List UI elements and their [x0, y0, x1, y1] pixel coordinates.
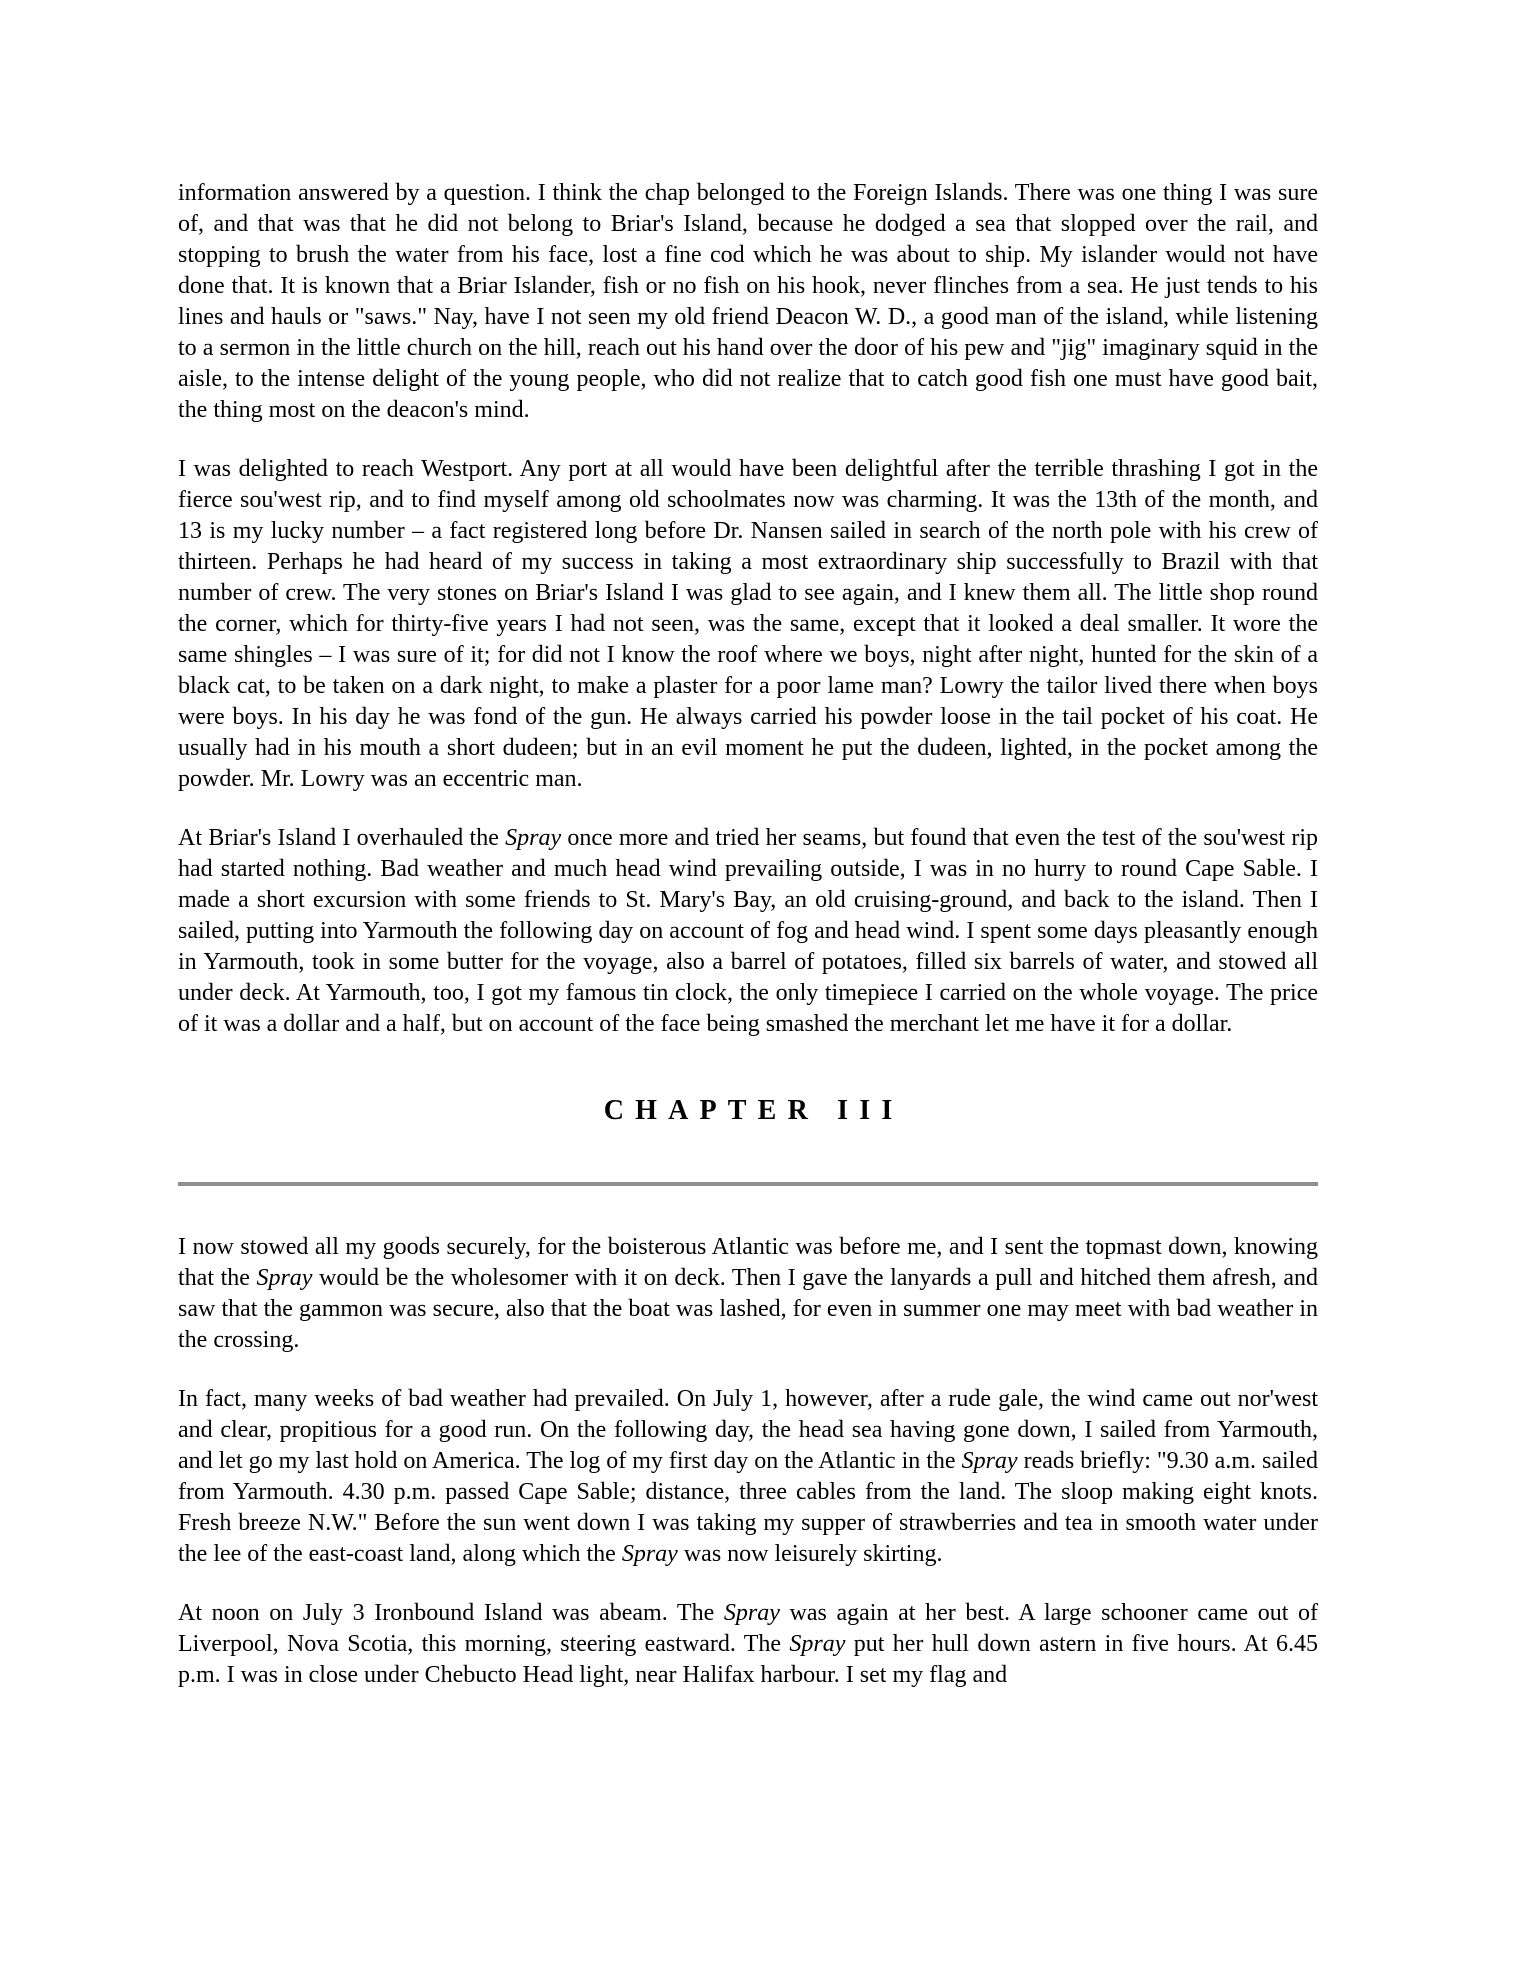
vessel-name-italic: Spray [621, 1541, 678, 1567]
chapter-heading: CHAPTER III [603, 1095, 904, 1126]
paragraph: At noon on July 3 Ironbound Island was abeam. The Spray was again at her best. A large schooner came out of Liverpool, Nova Scotia, this morning, steering eastward. The Spray put her hull down astern in five hours. At 6.45 p.m. I was in close under Chebucto Head light, near Halifax harbour. I set my flag and [178, 1600, 1318, 1688]
vessel-name-italic: Spray [961, 1448, 1018, 1474]
chapter-three-opening-paragraphs [178, 1186, 1318, 1691]
paragraph: I now stowed all my goods securely, for the boisterous Atlantic was before me, and I sent the topmast down, knowing that the Spray would be the wholesomer with it on deck. Then I gave the lanyards a pull and hitched them afresh, and saw that the gammon was secure, also that the boat was lashed, for even in summer one may meet with bad weather in the crossing. [178, 1234, 1318, 1353]
paragraph: At Briar's Island I overhauled the Spray once more and tried her seams, but found that even the test of the sou'west rip had started nothing. Bad weather and much head wind prevailing outside, I was in no hurry to round Cape Sable. I made a short excursion with some friends to St. Mary's Bay, an old cruising-ground, and back to the island. Then I sailed, putting into Yarmouth the following day on account of fog and head wind. I spent some days pleasantly enough in Yarmouth, took in some butter for the voyage, also a barrel of potatoes, filled six barrels of water, and stowed all under deck. At Yarmouth, too, I got my famous tin clock, the only timepiece I carried on the whole voyage. The price of it was a dollar and a half, but on account of the face being smashed the merchant let me have it for a dollar. [178, 825, 1319, 1037]
vessel-name-italic: Spray [505, 825, 562, 851]
paragraph: information answered by a question. I think the chap belonged to the Foreign Islands. There was one thing I was sure of, and that was that he did not belong to Briar's Island, because he dodged a sea that slopped over the rail, and stopping to brush the water from his face, lost a fine cod which he was about to ship. My islander would not have done that. It is known that a Briar Islander, fish or no fish on his hook, never flinches from a sea. He just tends to his lines and hauls or "saws." Nay, have I not seen my old friend Deacon W. D., a good man of the island, while listening to a sermon in the little church on the hill, reach out his hand over the door of his pew and "jig" imaginary squid in the aisle, to the intense delight of the young people, who did not realize that to catch good fish one must have good bait, the thing most on the deacon's mind. [178, 180, 1318, 423]
paragraph: In fact, many weeks of bad weather had prevailed. On July 1, however, after a rude gale, the wind came out nor'west and clear, propitious for a good run. On the following day, the head sea having gone down, I sailed from Yarmouth, and let go my last hold on America. The log of my first day on the Atlantic in the Spray reads briefly: "9.30 a.m. sailed from Yarmouth. 4.30 p.m. passed Cape Sable; distance, three cables from the land. The sloop making eight knots. Fresh breeze N.W." Before the sun went down I was taking my supper of strawberries and tea in smooth water under the lee of the east-coast land, along which the Spray was now leisurely skirting. [178, 1386, 1318, 1567]
vessel-name-italic: Spray [256, 1265, 313, 1291]
page-content [178, 178, 1318, 1691]
vessel-name-italic: Spray [723, 1600, 780, 1626]
paragraph: I was delighted to reach Westport. Any port at all would have been delightful after the terrible thrashing I got in the fierce sou'west rip, and to find myself among old schoolmates now was charming. It was the 13th of the month, and 13 is my lucky number – a fact registered long before Dr. Nansen sailed in search of the north pole with his crew of thirteen. Perhaps he had heard of my success in taking a most extraordinary ship successfully to Brazil with that number of crew. The very stones on Briar's Island I was glad to see again, and I knew them all. The little shop round the corner, which for thirty-five years I had not seen, was the same, except that it looked a deal smaller. It wore the same shingles – I was sure of it; for did not I know the roof where we boys, night after night, hunted for the skin of a black cat, to be taken on a dark night, to make a plaster for a poor lame man? Lowry the tailor lived there when boys were boys. In his day he was fond of the gun. He always carried his powder loose in the tail pocket of his coat. He usually had in his mouth a short dudeen; but in an evil moment he put the dudeen, lighted, in the pocket among the powder. Mr. Lowry was an eccentric man. [178, 456, 1318, 792]
chapter-two-ending-paragraphs [178, 178, 1318, 1040]
vessel-name-italic: Spray [789, 1631, 846, 1657]
